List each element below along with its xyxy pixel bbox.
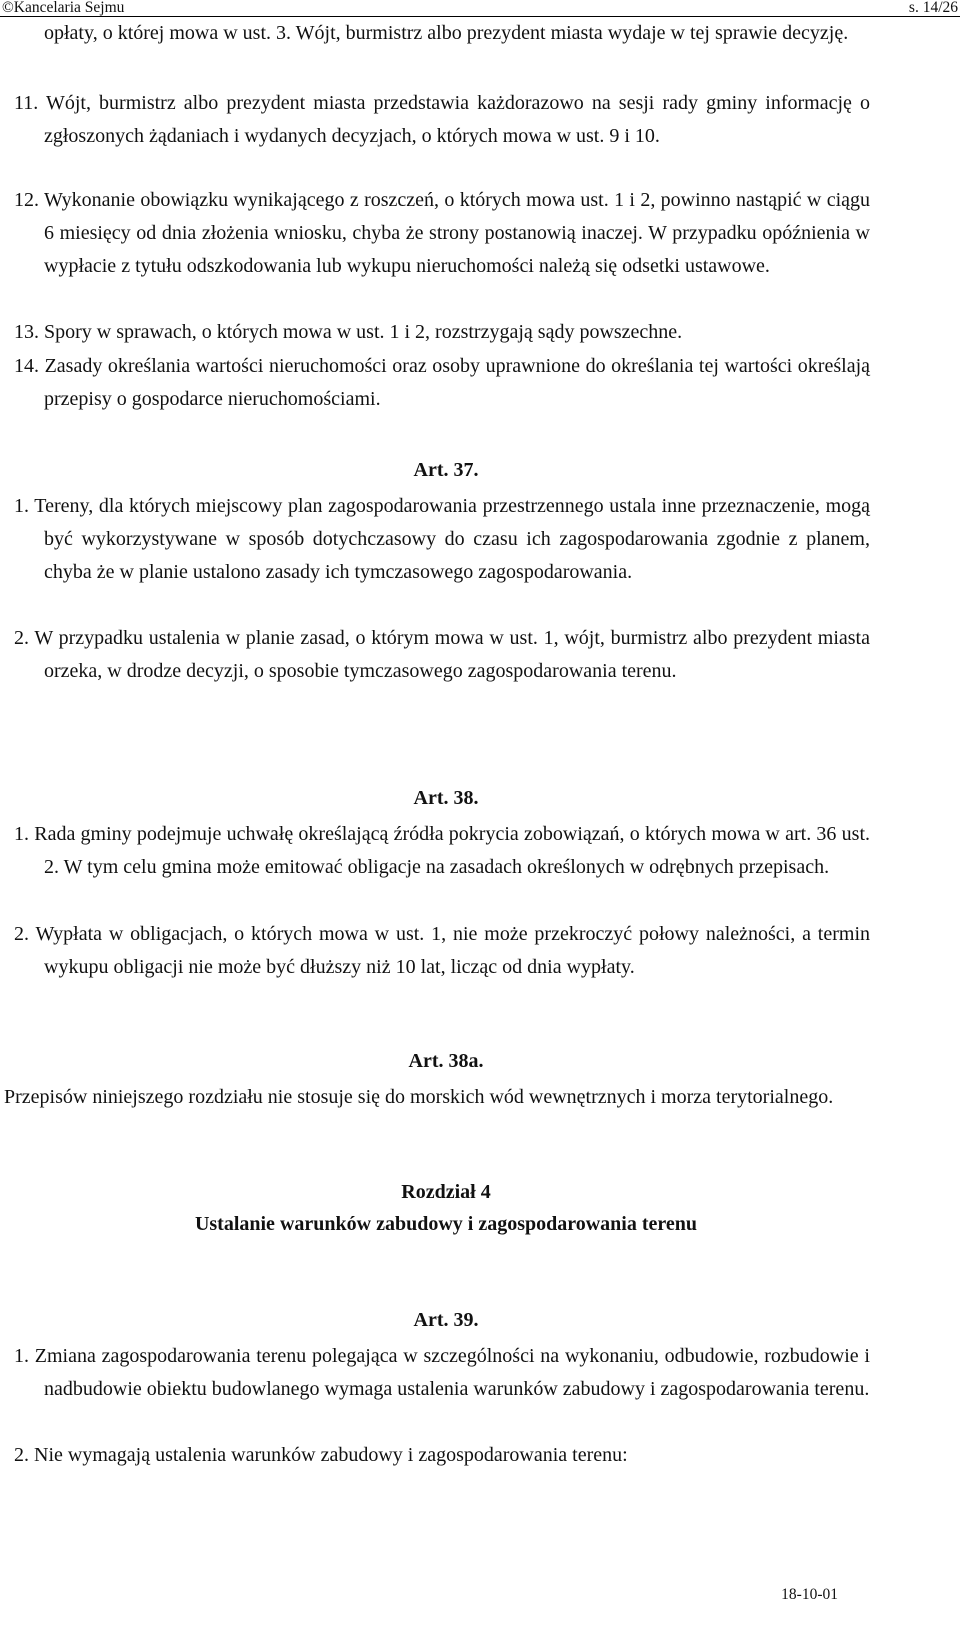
paragraph-12: 12. Wykonanie obowiązku wynikającego z roszczeń, o których mowa ust. 1 i 2, powinno nastąpić w ciągu 6 miesięcy od dnia złożenia wniosku, chyba że strony postanowią inaczej. W przypadku opóźnienia w wypłacie z tytułu odszkodowania lub wykupu nieruchomości należą się odsetki ustawowe. <box>14 189 870 277</box>
article-38a-heading: Art. 38a. <box>408 1050 484 1072</box>
article-38-heading: Art. 38. <box>413 787 479 809</box>
paragraph-13: 13. Spory w sprawach, o których mowa w ust. 1 i 2, rozstrzygają sądy powszechne. <box>14 321 683 343</box>
paragraph-11: 11. Wójt, burmistrz albo prezydent miasta przedstawia każdorazowo na sesji rady gminy informację o zgłoszonych żądaniach i wydanych decyzjach, o których mowa w ust. 9 i 10. <box>14 92 870 147</box>
article-38-para-1: 1. Rada gminy podejmuje uchwałę określającą źródła pokrycia zobowiązań, o których mowa w art. 36 ust. 2. W tym celu gmina może emitować obligacje na zasadach określonych w odrębnych przepisach. <box>14 823 870 878</box>
article-39-para-1: 1. Zmiana zagospodarowania terenu polegająca w szczególności na wykonaniu, odbudowie, rozbudowie i nadbudowie obiektu budowlanego wymaga ustalenia warunków zabudowy i zagospodarowania terenu. <box>14 1345 870 1400</box>
article-37-para-2: 2. W przypadku ustalenia w planie zasad, o którym mowa w ust. 1, wójt, burmistrz albo prezydent miasta orzeka, w drodze decyzji, o sposobie tymczasowego zagospodarowania terenu. <box>14 627 870 682</box>
article-38-para-2: 2. Wypłata w obligacjach, o których mowa w ust. 1, nie może przekroczyć połowy należności, a termin wykupu obligacji nie może być dłuższy niż 10 lat, licząc od dnia wypłaty. <box>14 923 870 978</box>
article-39-para-2: 2. Nie wymagają ustalenia warunków zabudowy i zagospodarowania terenu: <box>14 1444 628 1466</box>
article-38a-para: Przepisów niniejszego rozdziału nie stosuje się do morskich wód wewnętrznych i morza terytorialnego. <box>4 1086 834 1108</box>
article-37-para-1: 1. Tereny, dla których miejscowy plan zagospodarowania przestrzennego ustala inne przeznaczenie, mogą być wykorzystywane w sposób dotychczasowy do czasu ich zagospodarowania zgodnie z planem, chyba że w planie ustalono zasady ich tymczasowego zagospodarowania. <box>14 495 870 583</box>
page-number: s. 14/26 <box>908 0 958 16</box>
chapter-title: Ustalanie warunków zabudowy i zagospodarowania terenu <box>194 1213 698 1235</box>
paragraph-14: 14. Zasady określania wartości nieruchomości oraz osoby uprawnione do określania tej wartości określają przepisy o gospodarce nieruchomościami. <box>14 355 870 410</box>
paragraph-continuation: opłaty, o której mowa w ust. 3. Wójt, burmistrz albo prezydent miasta wydaje w tej sprawie decyzję. <box>44 22 849 44</box>
chapter-number: Rozdział 4 <box>401 1181 491 1203</box>
page-header <box>0 0 960 17</box>
copyright-label: ©Kancelaria Sejmu <box>2 0 125 16</box>
article-37-heading: Art. 37. <box>413 459 479 481</box>
footer-date: 18-10-01 <box>781 1586 838 1603</box>
article-39-heading: Art. 39. <box>413 1309 479 1331</box>
